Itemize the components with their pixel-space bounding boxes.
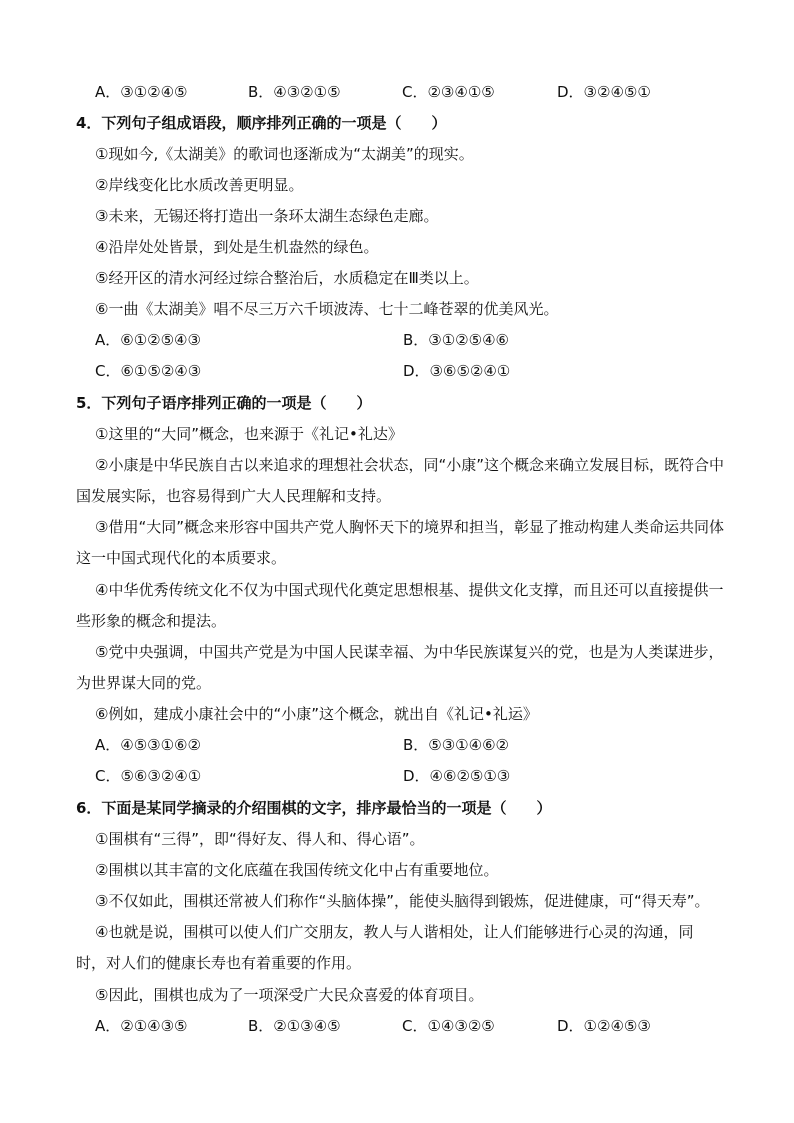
q4-stem: 4．下列句子组成语段，顺序排列正确的一项是（ ） xyxy=(76,114,447,132)
q6-stem: 6．下面是某同学摘录的介绍围棋的文字，排序最恰当的一项是（ ） xyxy=(76,799,552,817)
q4-sentence-5: ⑤经开区的清水河经过综合整治后，水质稳定在Ⅲ类以上。 xyxy=(95,269,479,287)
q4-sentence-4: ④沿岸处处皆景，到处是生机盎然的绿色。 xyxy=(95,238,379,256)
q3-option-d: D．③②④⑤① xyxy=(557,83,651,101)
q6-option-c: C．①④③②⑤ xyxy=(402,1017,495,1035)
q3-option-a: A．③①②④⑤ xyxy=(95,83,188,101)
q6-sentence-3: ③不仅如此，围棋还常被人们称作“头脑体操”，能使头脑得到锻炼，促进健康，可“得天寿”。 xyxy=(95,892,710,910)
q5-sentence-2-cont: 国发展实际，也容易得到广大人民理解和支持。 xyxy=(76,487,392,505)
q5-sentence-3-cont: 这一中国式现代化的本质要求。 xyxy=(76,549,287,567)
q4-sentence-3: ③未来，无锡还将打造出一条环太湖生态绿色走廊。 xyxy=(95,207,439,225)
q5-sentence-6: ⑥例如，建成小康社会中的“小康”这个概念，就出自《礼记•礼运》 xyxy=(95,705,538,723)
q4-option-a: A．⑥①②⑤④③ xyxy=(95,331,201,349)
q5-sentence-4: ④中华优秀传统文化不仅为中国式现代化奠定思想根基、提供文化支撑，而且还可以直接提供一 xyxy=(95,581,724,599)
q6-option-d: D．①②④⑤③ xyxy=(557,1017,651,1035)
q3-option-c: C．②③④①⑤ xyxy=(402,83,495,101)
q3-option-b: B．④③②①⑤ xyxy=(248,83,341,101)
q5-option-b: B．⑤③①④⑥② xyxy=(403,736,509,754)
q5-sentence-5-cont: 为世界谋大同的党。 xyxy=(76,674,212,692)
q6-option-a: A．②①④③⑤ xyxy=(95,1017,188,1035)
q5-option-a: A．④⑤③①⑥② xyxy=(95,736,201,754)
q4-option-d: D．③⑥⑤②④① xyxy=(403,362,511,380)
q4-sentence-1: ①现如今,《太湖美》的歌词也逐渐成为“太湖美”的现实。 xyxy=(95,145,474,163)
q6-sentence-1: ①围棋有“三得”，即“得好友、得人和、得心语”。 xyxy=(95,830,425,848)
q5-sentence-1: ①这里的“大同”概念，也来源于《礼记•礼达》 xyxy=(95,425,403,443)
q5-sentence-4-cont: 些形象的概念和提法。 xyxy=(76,612,227,630)
q6-sentence-2: ②围棋以其丰富的文化底蕴在我国传统文化中占有重要地位。 xyxy=(95,861,499,879)
q6-sentence-4-cont: 时，对人们的健康长寿也有着重要的作用。 xyxy=(76,954,362,972)
q5-sentence-3: ③借用“大同”概念来形容中国共产党人胸怀天下的境界和担当，彰显了推动构建人类命运共同体 xyxy=(95,518,724,536)
q6-option-b: B．②①③④⑤ xyxy=(248,1017,341,1035)
q5-sentence-2: ②小康是中华民族自古以来追求的理想社会状态，同“小康”这个概念来确立发展目标，既符合中 xyxy=(95,456,724,474)
q6-sentence-5: ⑤因此，围棋也成为了一项深受广大民众喜爱的体育项目。 xyxy=(95,986,484,1004)
q4-sentence-6: ⑥一曲《太湖美》唱不尽三万六千顷波涛、七十二峰苍翠的优美风光。 xyxy=(95,300,559,318)
q4-option-c: C．⑥①⑤②④③ xyxy=(95,362,202,380)
q4-option-b: B．③①②⑤④⑥ xyxy=(403,331,509,349)
q5-option-d: D．④⑥②⑤①③ xyxy=(403,767,511,785)
q5-sentence-5: ⑤党中央强调，中国共产党是为中国人民谋幸福、为中华民族谋复兴的党，也是为人类谋进步， xyxy=(95,643,724,661)
q5-option-c: C．⑤⑥③②④① xyxy=(95,767,202,785)
q6-sentence-4: ④也就是说，围棋可以使人们广交朋友，教人与人谐相处，让人们能够进行心灵的沟通，同 xyxy=(95,923,694,941)
q4-sentence-2: ②岸线变化比水质改善更明显。 xyxy=(95,176,304,194)
q5-stem: 5．下列句子语序排列正确的一项是（ ） xyxy=(76,394,372,412)
